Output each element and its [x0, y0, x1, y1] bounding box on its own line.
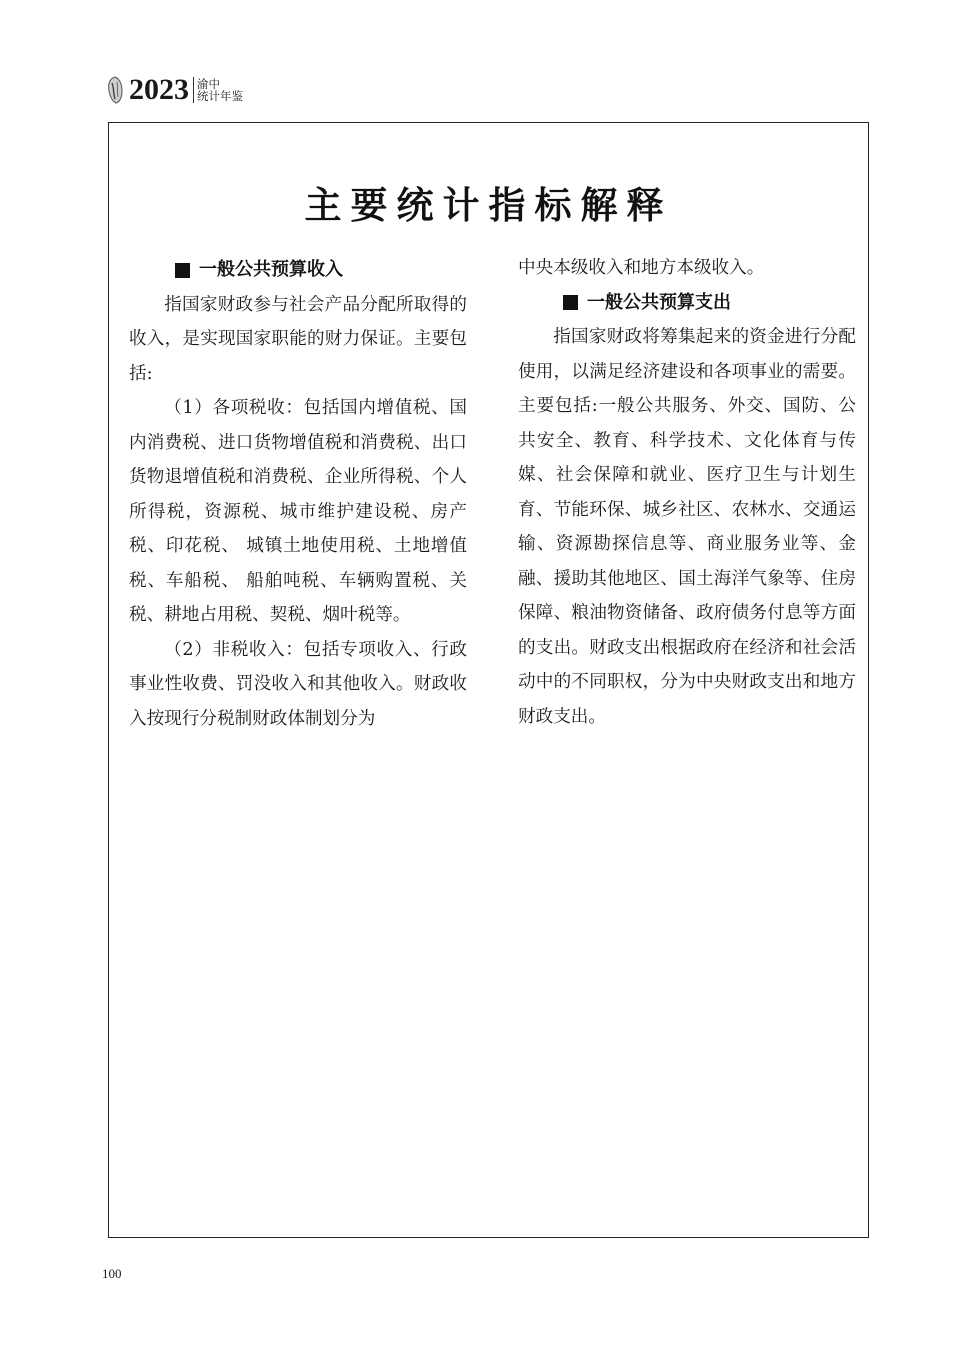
content-frame — [108, 122, 869, 1238]
left-column — [129, 253, 467, 736]
yearbook-name-line1: 渝中 — [197, 77, 220, 91]
yearbook-name-line2: 统计年鉴 — [197, 89, 243, 103]
header-divider — [193, 77, 194, 103]
section-heading-revenue — [129, 253, 467, 288]
yuzhong-emblem-icon — [105, 75, 125, 105]
section-heading-expenditure — [518, 286, 856, 321]
revenue-item-tax: （1）各项税收：包括国内增值税、国内消费税、进口货物增值税和消费税、出口货物退增值税和消费税、企业所得税、个人所得税，资源税、城市维护建设税、房产税、印花税、 城镇土地使用税、土地增值税、车船税、 船舶吨税、车辆购置税、关税、耕地占用税、契税、烟叶税等。 — [129, 398, 467, 625]
yearbook-name — [197, 78, 243, 102]
revenue-item-nontax: （2）非税收入：包括专项收入、行政事业性收费、罚没收入和其他收入。财政收入按现行分税制财政体制划分为 — [129, 639, 467, 729]
section-heading-expenditure-text: 一般公共预算支出 — [587, 291, 731, 313]
yearbook-year: 2023 — [129, 73, 189, 106]
revenue-definition: 指国家财政参与社会产品分配所取得的收入，是实现国家职能的财力保证。主要包括: — [129, 294, 467, 384]
square-bullet-icon — [563, 295, 578, 310]
expenditure-definition: 指国家财政将筹集起来的资金进行分配使用，以满足经济建设和各项事业的需要。主要包括:一般公共服务、外交、国防、公共安全、教育、科学技术、文化体育与传媒、社会保障和就业、医疗卫生与计划生育、节能环保、城乡社区、农林水、交通运输、资源勘探信息等、商业服务业等、金融、援助其他地区、国土海洋气象等、住房保障、粮油物资储备、政府债务付息等方面的支出。财政支出根据政府在经济和社会活动中的不同职权，分为中央财政支出和地方财政支出。 — [518, 327, 856, 727]
running-header — [105, 72, 243, 108]
revenue-continuation: 中央本级收入和地方本级收入。 — [518, 258, 765, 278]
page-title: 主要统计指标解释 — [304, 184, 673, 227]
right-column — [518, 251, 856, 734]
square-bullet-icon — [175, 263, 190, 278]
section-heading-revenue-text: 一般公共预算收入 — [199, 259, 343, 280]
page-number: 100 — [102, 1266, 122, 1281]
